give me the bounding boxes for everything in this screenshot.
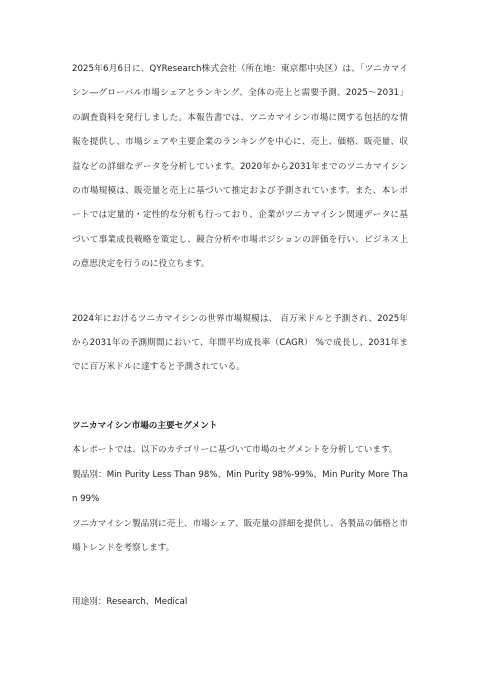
spacer xyxy=(72,380,408,414)
segments-by-application: 用途別：Research、Medical xyxy=(72,597,188,608)
segments-by-product: 製品別：Min Purity Less Than 98%、Min Purity 98%-99%、Min Purity More Than 99% xyxy=(72,469,408,505)
market-size-paragraph: 2024年におけるツニカマイシンの世界市場規模は、 百万米ドルと予測され、2025年から2031年の予測期間において、年間平均成長率（CAGR） %で成長し、2031年までに百万米ドルに達すると予測されている。 xyxy=(72,313,408,373)
spacer xyxy=(72,277,408,307)
segments-heading: ツニカマイシン市場の主要セグメント xyxy=(72,420,218,431)
document-page xyxy=(72,57,408,615)
segments-intro: 本レポートでは、以下のカテゴリーに基づいて市場のセグメントを分析しています。 xyxy=(72,445,398,456)
segments-product-note: ツニカマイシン製品別に売上、市場シェア、販売量の詳細を提供し、各製品の価格と市場トレンドを考察します。 xyxy=(72,518,408,553)
spacer xyxy=(72,560,408,590)
intro-paragraph: 2025年6月6日に、QYResearch株式会社（所在地：東京都中央区）は、「ツニカマイシン―グローバル市場シェアとランキング、全体の売上と需要予測、2025～2031」の調査資料を発行しました。本報告書では、ツニカマイシン市場に関する包括的な情報を提供し、市場シェアや主要企業のランキングを中心に、売上、価格、販売量、収益などの詳細なデータを分析しています。2020年から2031年までのツニカマイシンの市場規模は、販売量と売上に基づいて推定および予測されています。また、本レポートでは定量的・定性的な分析も行っており、企業がツニカマイシン関連データに基づいて事業成長戦略を策定し、競合分析や市場ポジションの評価を行い、ビジネス上の意思決定を行うのに役立ちます。 xyxy=(72,64,408,270)
